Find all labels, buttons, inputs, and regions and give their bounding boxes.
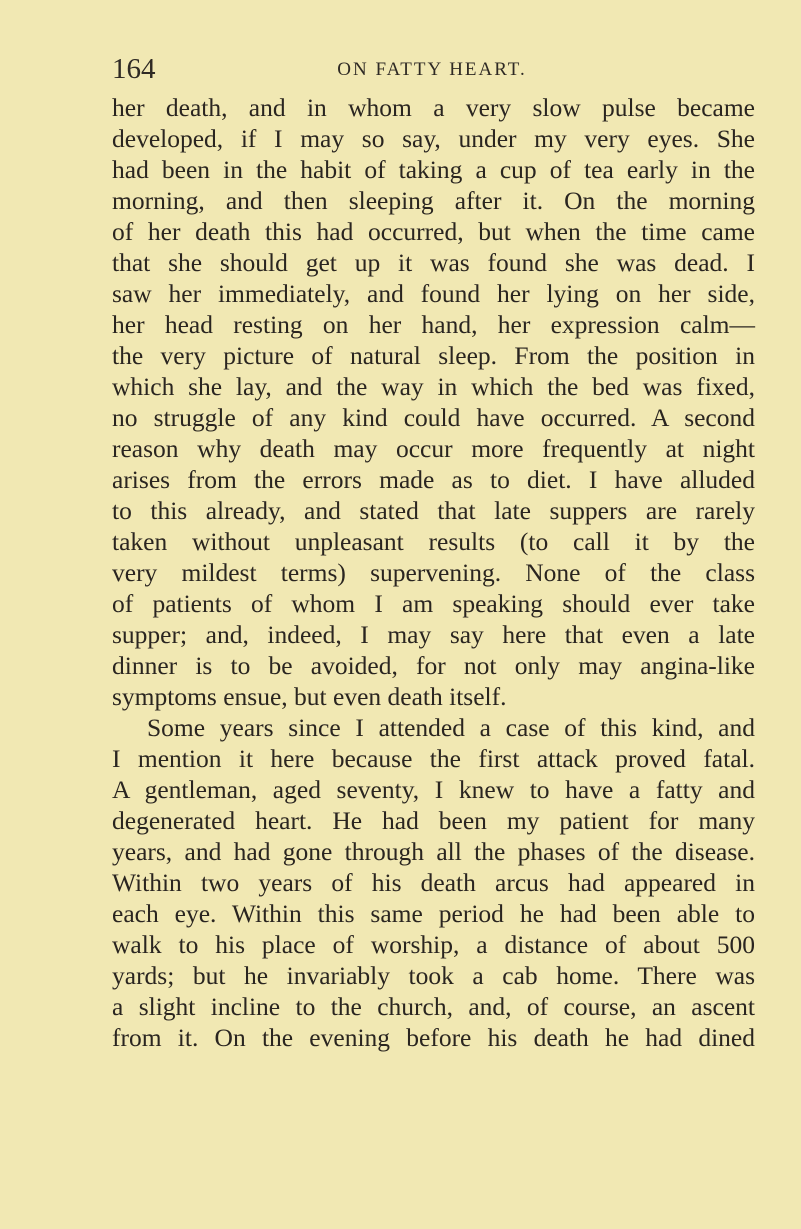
body-text xyxy=(112,92,755,1053)
text-line: developed, if I may so say, under my very eyes. She xyxy=(112,124,755,153)
text-line: a slight incline to the church, and, of course, an ascent xyxy=(112,992,755,1021)
text-line: yards; but he invariably took a cab home. There was xyxy=(112,961,755,990)
text-line: reason why death may occur more frequently at night xyxy=(112,434,755,463)
text-line: saw her immediately, and found her lying on her side, xyxy=(112,279,755,308)
page-number: 164 xyxy=(112,53,156,85)
text-line: walk to his place of worship, a distance of about 500 xyxy=(112,930,755,959)
text-line: arises from the errors made as to diet. I have alluded xyxy=(112,465,755,494)
text-line: of patients of whom I am speaking should ever take xyxy=(112,589,755,618)
text-line: each eye. Within this same period he had been able to xyxy=(112,899,755,928)
text-line: no struggle of any kind could have occurred. A second xyxy=(112,403,755,432)
text-line: from it. On the evening before his death he had dined xyxy=(112,1023,755,1052)
text-line: had been in the habit of taking a cup of tea early in the xyxy=(112,155,755,184)
page-header xyxy=(112,54,752,84)
text-line: the very picture of natural sleep. From the position in xyxy=(112,341,755,370)
text-line: Within two years of his death arcus had appeared in xyxy=(112,868,755,897)
text-line: her head resting on her hand, her expression calm— xyxy=(112,310,755,339)
text-line: taken without unpleasant results (to call it by the xyxy=(112,527,755,556)
text-line: very mildest terms) supervening. None of the class xyxy=(112,558,755,587)
text-line: years, and had gone through all the phases of the disease. xyxy=(112,837,755,866)
text-line: dinner is to be avoided, for not only may angina-like xyxy=(112,651,755,680)
text-line: of her death this had occurred, but when the time came xyxy=(112,217,755,246)
text-line: that she should get up it was found she was dead. I xyxy=(112,248,755,277)
text-line: symptoms ensue, but even death itself. xyxy=(112,682,507,711)
text-line: A gentleman, aged seventy, I knew to have a fatty and xyxy=(112,775,755,804)
text-line: Some years since I attended a case of this kind, and xyxy=(147,713,755,742)
text-line: supper; and, indeed, I may say here that even a late xyxy=(112,620,755,649)
text-line: which she lay, and the way in which the bed was fixed, xyxy=(112,372,755,401)
running-head: ON FATTY HEART. xyxy=(337,59,527,80)
text-line: I mention it here because the first attack proved fatal. xyxy=(112,744,755,773)
text-line: degenerated heart. He had been my patient for many xyxy=(112,806,755,835)
text-line: her death, and in whom a very slow pulse became xyxy=(112,93,755,122)
text-line: morning, and then sleeping after it. On the morning xyxy=(112,186,755,215)
text-line: to this already, and stated that late suppers are rarely xyxy=(112,496,755,525)
